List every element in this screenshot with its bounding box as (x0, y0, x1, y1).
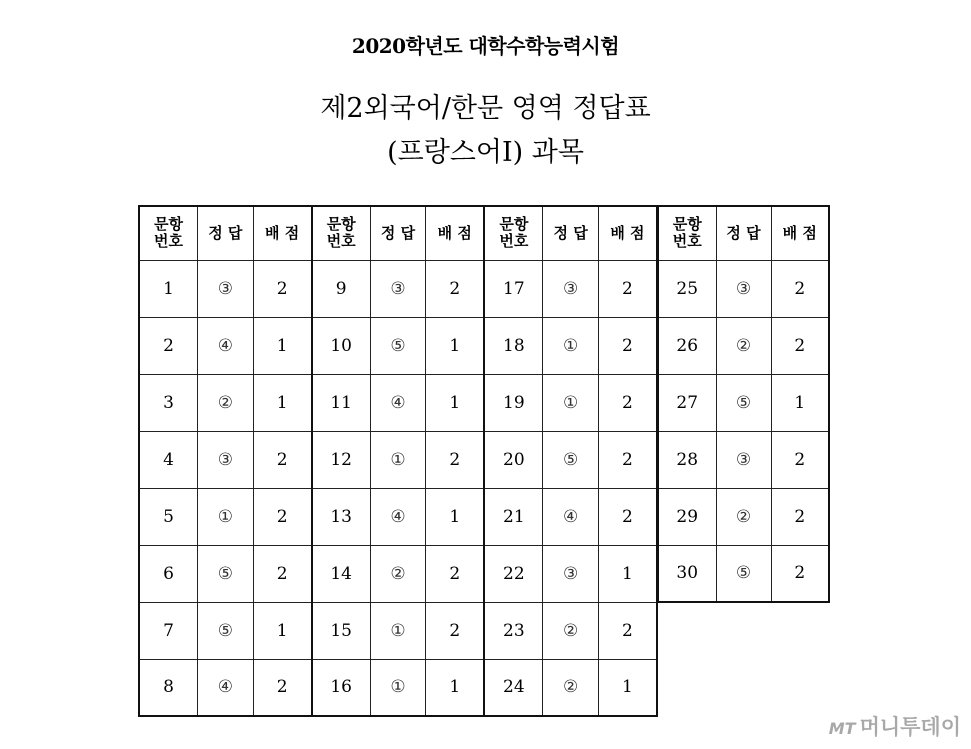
table-row (658, 431, 829, 488)
points: 1 (253, 317, 312, 374)
header-number-line2: 번호 (672, 232, 702, 251)
question-number: 29 (658, 488, 716, 545)
correct-answer: ③ (543, 545, 599, 602)
points: 2 (598, 317, 657, 374)
points: 2 (598, 431, 657, 488)
table-row (139, 260, 657, 317)
question-number: 5 (139, 488, 198, 545)
main-title-line1: 제2외국어/한문 영역 정답표 (320, 93, 651, 124)
header-number-line2: 번호 (499, 232, 529, 251)
question-number: 15 (312, 602, 371, 659)
table-row (139, 602, 657, 659)
header-points: 배 점 (426, 206, 485, 260)
correct-answer: ② (543, 602, 599, 659)
table-row (658, 260, 829, 317)
table-row (658, 317, 829, 374)
header-number-line1: 문항 (326, 215, 356, 234)
points: 2 (598, 374, 657, 431)
question-number: 23 (484, 602, 543, 659)
header-question-number (312, 206, 371, 260)
points: 2 (771, 317, 829, 374)
points: 2 (598, 488, 657, 545)
correct-answer: ② (370, 545, 426, 602)
correct-answer: ③ (198, 431, 254, 488)
correct-answer: ④ (370, 374, 426, 431)
question-number: 8 (139, 659, 198, 716)
correct-answer: ④ (198, 659, 254, 716)
points: 1 (426, 317, 485, 374)
question-number: 18 (484, 317, 543, 374)
header-points: 배 점 (253, 206, 312, 260)
correct-answer: ① (198, 488, 254, 545)
header-points: 배 점 (598, 206, 657, 260)
correct-answer: ③ (716, 260, 771, 317)
table-row (658, 545, 829, 602)
points: 1 (771, 374, 829, 431)
correct-answer: ① (370, 659, 426, 716)
correct-answer: ⑤ (716, 545, 771, 602)
correct-answer: ② (198, 374, 254, 431)
header-number-line1: 문항 (154, 215, 184, 234)
main-title-line2: (프랑스어Ⅰ) 과목 (387, 137, 584, 168)
points: 1 (253, 374, 312, 431)
header-answer: 정 답 (370, 206, 426, 260)
header-question-number (658, 206, 716, 260)
correct-answer: ① (543, 317, 599, 374)
points: 2 (253, 260, 312, 317)
points: 2 (253, 431, 312, 488)
question-number: 22 (484, 545, 543, 602)
header-answer: 정 답 (543, 206, 599, 260)
question-number: 21 (484, 488, 543, 545)
answer-table-main (138, 205, 658, 717)
header-points: 배 점 (771, 206, 829, 260)
points: 1 (426, 488, 485, 545)
question-number: 11 (312, 374, 371, 431)
question-number: 12 (312, 431, 371, 488)
question-number: 7 (139, 602, 198, 659)
correct-answer: ① (370, 431, 426, 488)
table-row (139, 545, 657, 602)
header-row (658, 206, 829, 260)
points: 2 (598, 602, 657, 659)
table-row (139, 488, 657, 545)
header-number-line1: 문항 (499, 215, 529, 234)
points: 2 (253, 488, 312, 545)
points: 2 (426, 431, 485, 488)
question-number: 27 (658, 374, 716, 431)
points: 2 (253, 545, 312, 602)
header-row (139, 206, 657, 260)
correct-answer: ① (370, 602, 426, 659)
points: 2 (253, 659, 312, 716)
points: 2 (426, 602, 485, 659)
correct-answer: ⑤ (543, 431, 599, 488)
question-number: 20 (484, 431, 543, 488)
correct-answer: ② (543, 659, 599, 716)
watermark (829, 711, 961, 741)
points: 2 (771, 260, 829, 317)
header-answer: 정 답 (716, 206, 771, 260)
correct-answer: ③ (370, 260, 426, 317)
correct-answer: ④ (543, 488, 599, 545)
question-number: 19 (484, 374, 543, 431)
question-number: 16 (312, 659, 371, 716)
correct-answer: ② (716, 317, 771, 374)
header-question-number (484, 206, 543, 260)
points: 2 (771, 431, 829, 488)
header-number-line2: 번호 (154, 232, 184, 251)
table-row (658, 374, 829, 431)
correct-answer: ④ (370, 488, 426, 545)
correct-answer: ⑤ (370, 317, 426, 374)
header-number-line1: 문항 (672, 215, 702, 234)
question-number: 10 (312, 317, 371, 374)
correct-answer: ② (716, 488, 771, 545)
correct-answer: ③ (198, 260, 254, 317)
table-row (139, 374, 657, 431)
correct-answer: ⑤ (198, 545, 254, 602)
points: 2 (426, 545, 485, 602)
correct-answer: ① (543, 374, 599, 431)
table-row (139, 659, 657, 716)
points: 1 (253, 602, 312, 659)
watermark-brand: 머니투데이 (859, 715, 961, 739)
points: 1 (598, 545, 657, 602)
question-number: 24 (484, 659, 543, 716)
points: 1 (598, 659, 657, 716)
mt-logo-icon: MT (828, 719, 856, 738)
question-number: 30 (658, 545, 716, 602)
points: 1 (426, 659, 485, 716)
points: 2 (426, 260, 485, 317)
exam-title: 2020학년도 대학수학능력시험 (351, 34, 620, 58)
table-row (658, 488, 829, 545)
correct-answer: ⑤ (198, 602, 254, 659)
points: 2 (771, 545, 829, 602)
question-number: 26 (658, 317, 716, 374)
table-row (139, 317, 657, 374)
question-number: 4 (139, 431, 198, 488)
question-number: 28 (658, 431, 716, 488)
correct-answer: ⑤ (716, 374, 771, 431)
question-number: 2 (139, 317, 198, 374)
question-number: 3 (139, 374, 198, 431)
header-answer: 정 답 (198, 206, 254, 260)
table-row (139, 431, 657, 488)
question-number: 25 (658, 260, 716, 317)
correct-answer: ④ (198, 317, 254, 374)
question-number: 13 (312, 488, 371, 545)
points: 1 (426, 374, 485, 431)
question-number: 14 (312, 545, 371, 602)
header-number-line2: 번호 (326, 232, 356, 251)
question-number: 17 (484, 260, 543, 317)
correct-answer: ③ (543, 260, 599, 317)
answer-table-side (657, 205, 830, 603)
question-number: 6 (139, 545, 198, 602)
question-number: 9 (312, 260, 371, 317)
points: 2 (771, 488, 829, 545)
correct-answer: ③ (716, 431, 771, 488)
question-number: 1 (139, 260, 198, 317)
points: 2 (598, 260, 657, 317)
header-question-number (139, 206, 198, 260)
